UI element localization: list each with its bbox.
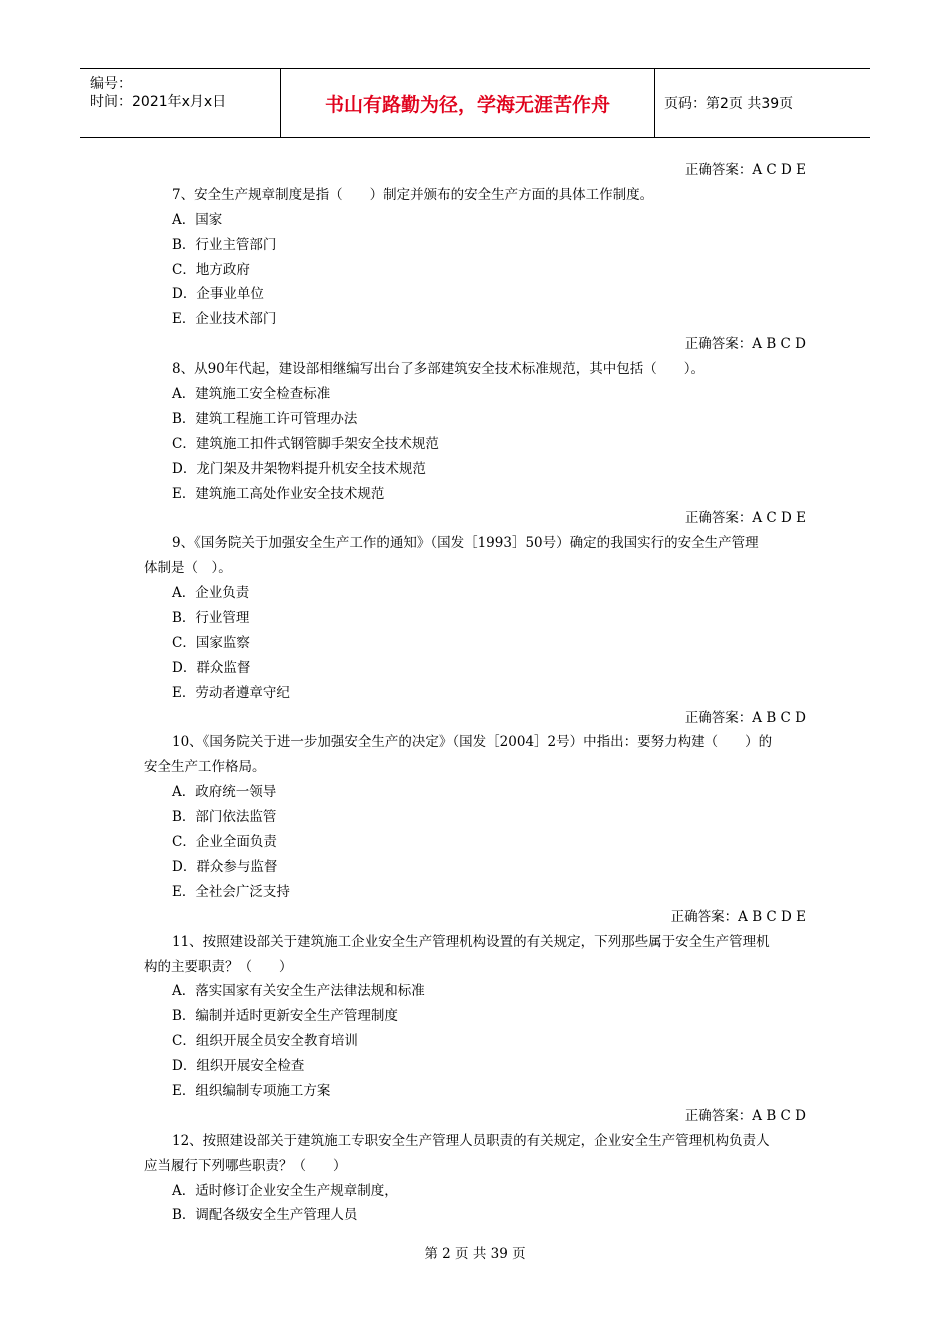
header-meta xyxy=(80,69,280,137)
option-line: B．编制并适时更新安全生产管理制度 xyxy=(172,1008,398,1025)
option-line: E．企业技术部门 xyxy=(172,311,277,328)
document-number-label: 编号： xyxy=(90,76,132,92)
question-line: 7、安全生产规章制度是指（ ）制定并颁布的安全生产方面的具体工作制度。 xyxy=(172,186,654,203)
answer-line: 正确答案：A B C D xyxy=(684,1107,806,1124)
question-line: 8、从90年代起，建设部相继编写出台了多部建筑安全技术标准规范，其中包括（ ）。 xyxy=(172,361,705,378)
option-line: B．调配各级安全生产管理人员 xyxy=(172,1207,358,1224)
question-continuation-line: 体制是（ ）。 xyxy=(144,560,232,577)
option-line: B．建筑工程施工许可管理办法 xyxy=(172,410,358,427)
option-line: A．企业负责 xyxy=(172,585,250,602)
header-page-info: 页码：第2页 共39页 xyxy=(664,96,794,112)
option-line: B．部门依法监管 xyxy=(172,809,277,826)
option-line: D．群众参与监督 xyxy=(172,858,278,875)
question-continuation-line: 安全生产工作格局。 xyxy=(144,759,266,776)
header-motto: 书山有路勤为径，学海无涯苦作舟 xyxy=(280,69,655,137)
option-line: C．地方政府 xyxy=(172,261,250,278)
question-line: 10、《国务院关于进一步加强安全生产的决定》（国发［2004］2号）中指出：要努力构建（ ）的 xyxy=(172,734,773,751)
option-line: C．国家监察 xyxy=(172,634,250,651)
page-footer: 第 2 页 共 39 页 xyxy=(424,1246,526,1262)
question-continuation-line: 构的主要职责？（ ） xyxy=(144,958,293,975)
answer-line: 正确答案：A B C D xyxy=(684,709,806,726)
option-line: D．龙门架及井架物料提升机安全技术规范 xyxy=(172,460,426,477)
option-line: E．建筑施工高处作业安全技术规范 xyxy=(172,485,385,502)
option-line: A．政府统一领导 xyxy=(172,784,277,801)
option-line: C．企业全面负责 xyxy=(172,834,277,851)
answer-line: 正确答案：A C D E xyxy=(684,162,806,178)
option-line: B．行业主管部门 xyxy=(172,236,277,253)
option-line: A．适时修订企业安全生产规章制度， xyxy=(172,1182,398,1199)
answer-line: 正确答案：A C D E xyxy=(684,510,806,527)
answer-line: 正确答案：A B C D xyxy=(684,336,806,353)
document-body xyxy=(144,158,806,1228)
question-line: 11、按照建设部关于建筑施工企业安全生产管理机构设置的有关规定，下列那些属于安全生产管理机 xyxy=(172,933,770,950)
page-header xyxy=(80,68,870,138)
option-line: B．行业管理 xyxy=(172,610,250,627)
question-line: 12、按照建设部关于建筑施工专职安全生产管理人员职责的有关规定，企业安全生产管理机构负责人 xyxy=(172,1132,770,1149)
option-line: E．劳动者遵章守纪 xyxy=(172,684,290,701)
option-line: E．全社会广泛支持 xyxy=(172,883,290,900)
option-line: C．组织开展全员安全教育培训 xyxy=(172,1033,358,1050)
question-continuation-line: 应当履行下列哪些职责？（ ） xyxy=(144,1157,347,1174)
option-line: C．建筑施工扣件式钢管脚手架安全技术规范 xyxy=(172,435,439,452)
option-line: D．企事业单位 xyxy=(172,286,264,303)
answer-line: 正确答案：A B C D E xyxy=(670,908,806,925)
option-line: D．群众监督 xyxy=(172,659,251,676)
option-line: D．组织开展安全检查 xyxy=(172,1058,305,1075)
document-date-label: 时间：2021年x月x日 xyxy=(90,94,227,110)
option-line: A．落实国家有关安全生产法律法规和标准 xyxy=(172,983,425,1000)
option-line: E．组织编制专项施工方案 xyxy=(172,1082,331,1099)
option-line: A．建筑施工安全检查标准 xyxy=(172,386,331,403)
question-line: 9、《国务院关于加强安全生产工作的通知》（国发［1993］50号）确定的我国实行的安全生产管理 xyxy=(172,535,759,552)
option-line: A．国家 xyxy=(172,211,223,228)
